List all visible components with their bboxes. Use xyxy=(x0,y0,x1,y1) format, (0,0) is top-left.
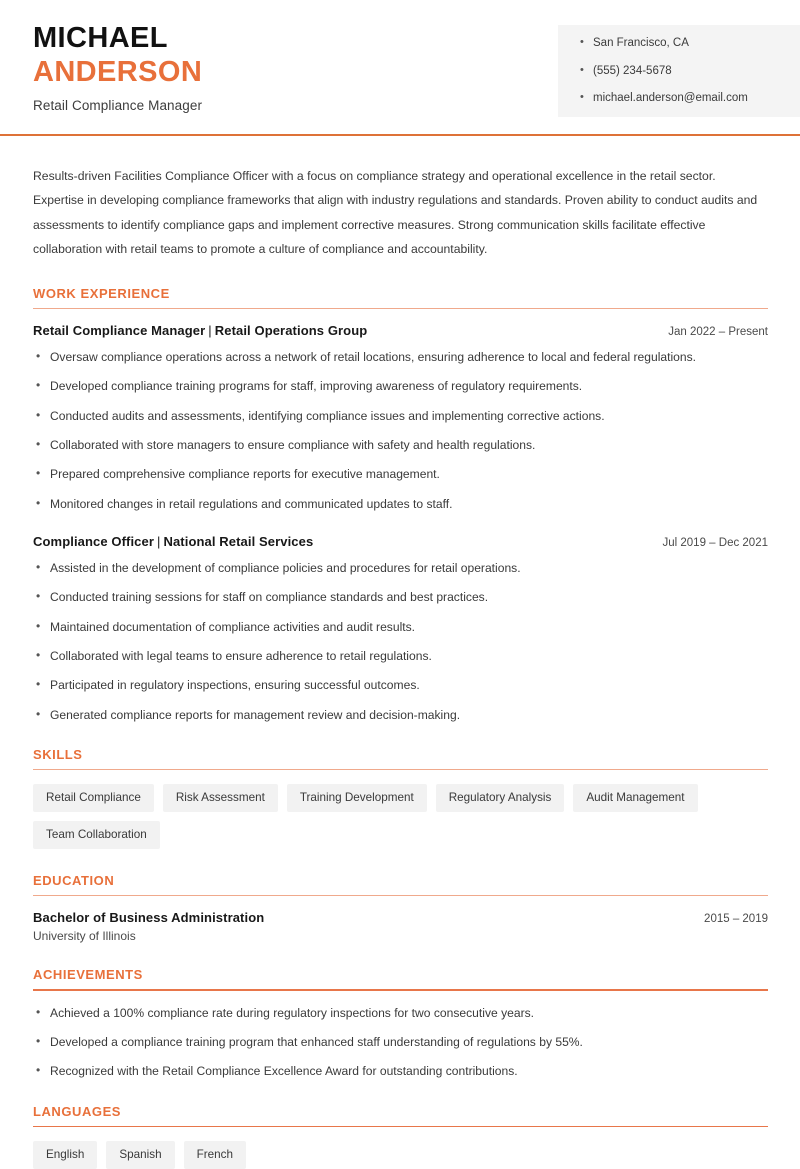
experience-entry xyxy=(33,534,768,723)
language-chip: Spanish xyxy=(106,1141,174,1169)
skill-chip: Team Collaboration xyxy=(33,821,160,849)
languages-chip-list xyxy=(33,1141,773,1169)
education-school: University of Illinois xyxy=(33,929,136,944)
bullet-item: • Generated compliance reports for management review and decision-making. xyxy=(33,707,768,723)
professional-summary: Results-driven Facilities Compliance Officer with a focus on compliance strategy and operational excellence in the retail sector. Expertise in developing compliance frameworks that align with industry regulations and standards. Proven ability to conduct audits and assessments to identify compliance gaps and implement corrective measures. Strong communication skills facilitate effective collaboration with retail teams to promote a culture of compliance and accountability. xyxy=(33,169,758,257)
section-work-experience xyxy=(33,286,768,723)
identity-block xyxy=(33,22,202,113)
header-job-title: Retail Compliance Manager xyxy=(33,98,203,114)
experience-entry xyxy=(33,323,768,512)
language-chip: English xyxy=(33,1141,97,1169)
bullet-item: • Maintained documentation of compliance activities and audit results. xyxy=(33,619,768,635)
skill-chip: Retail Compliance xyxy=(33,784,154,812)
bullet-item: • Recognized with the Retail Compliance Excellence Award for outstanding contributions. xyxy=(33,1063,768,1079)
bullet-item: • Developed a compliance training program that enhanced staff understanding of regulations by 55%. xyxy=(33,1034,768,1050)
section-rule-work-experience xyxy=(33,308,768,310)
experience-date: Jan 2022 – Present xyxy=(668,326,768,339)
section-title-work-experience: WORK EXPERIENCE xyxy=(33,285,170,301)
section-rule-education xyxy=(33,895,768,897)
bullet-item: • Developed compliance training programs for staff, improving awareness of regulatory requirements. xyxy=(33,378,768,394)
section-title-skills: SKILLS xyxy=(33,746,83,762)
bullet-item: • Collaborated with store managers to ensure compliance with safety and health regulations. xyxy=(33,437,768,453)
section-rule-languages xyxy=(33,1126,768,1128)
education-entry-header xyxy=(33,910,768,925)
experience-bullets xyxy=(33,560,768,723)
experience-date: Jul 2019 – Dec 2021 xyxy=(662,537,768,549)
first-name: MICHAEL xyxy=(33,22,168,54)
education-degree: Bachelor of Business Administration xyxy=(33,910,265,926)
section-rule-skills xyxy=(33,769,768,771)
education-entry xyxy=(33,910,768,943)
experience-title-line xyxy=(33,323,367,338)
last-name: ANDERSON xyxy=(33,55,203,88)
bullet-item: • Prepared comprehensive compliance reports for executive management. xyxy=(33,466,768,482)
experience-bullets xyxy=(33,349,768,512)
resume-header xyxy=(0,0,800,136)
section-languages xyxy=(33,1104,768,1169)
section-rule-achievements xyxy=(33,989,768,991)
section-title-education: EDUCATION xyxy=(33,872,115,888)
achievements-list xyxy=(33,1005,768,1080)
experience-title-line xyxy=(33,534,313,549)
experience-entry-header xyxy=(33,534,768,549)
experience-entry-header xyxy=(33,323,768,338)
experience-company: National Retail Services xyxy=(163,534,314,549)
contact-box xyxy=(558,25,800,117)
contact-list xyxy=(580,38,800,105)
experience-separator: | xyxy=(157,534,161,549)
resume-content xyxy=(0,164,800,1169)
bullet-item: • Achieved a 100% compliance rate during regulatory inspections for two consecutive years. xyxy=(33,1005,768,1021)
contact-phone[interactable]: • (555) 234-5678 xyxy=(580,66,800,78)
section-title-achievements: ACHIEVEMENTS xyxy=(33,967,143,983)
skills-chip-list xyxy=(33,784,773,848)
skill-chip: Audit Management xyxy=(573,784,697,812)
header-divider xyxy=(0,134,800,136)
experience-role: Retail Compliance Manager xyxy=(33,323,206,339)
section-skills xyxy=(33,747,768,849)
experience-role: Compliance Officer xyxy=(33,534,154,549)
bullet-item: • Oversaw compliance operations across a network of retail locations, ensuring adherence to local and federal regulations. xyxy=(33,349,768,365)
section-title-languages: LANGUAGES xyxy=(33,1103,122,1119)
bullet-item: • Conducted audits and assessments, identifying compliance issues and implementing corrective actions. xyxy=(33,408,768,424)
skill-chip: Training Development xyxy=(287,784,427,812)
experience-company: Retail Operations Group xyxy=(214,323,368,339)
language-chip: French xyxy=(184,1141,246,1169)
experience-separator: | xyxy=(208,323,212,339)
contact-location: • San Francisco, CA xyxy=(580,38,800,50)
education-date: 2015 – 2019 xyxy=(704,913,768,926)
bullet-item: • Assisted in the development of compliance policies and procedures for retail operations. xyxy=(33,560,768,576)
skill-chip: Risk Assessment xyxy=(163,784,278,812)
contact-email[interactable]: • michael.anderson@email.com xyxy=(580,93,800,105)
section-achievements xyxy=(33,967,768,1079)
bullet-item: • Collaborated with legal teams to ensure adherence to retail regulations. xyxy=(33,648,768,664)
bullet-item: • Monitored changes in retail regulations and communicated updates to staff. xyxy=(33,496,768,512)
section-education xyxy=(33,873,768,944)
bullet-item: • Participated in regulatory inspections, ensuring successful outcomes. xyxy=(33,677,768,693)
skill-chip: Regulatory Analysis xyxy=(436,784,565,812)
bullet-item: • Conducted training sessions for staff on compliance standards and best practices. xyxy=(33,589,768,605)
